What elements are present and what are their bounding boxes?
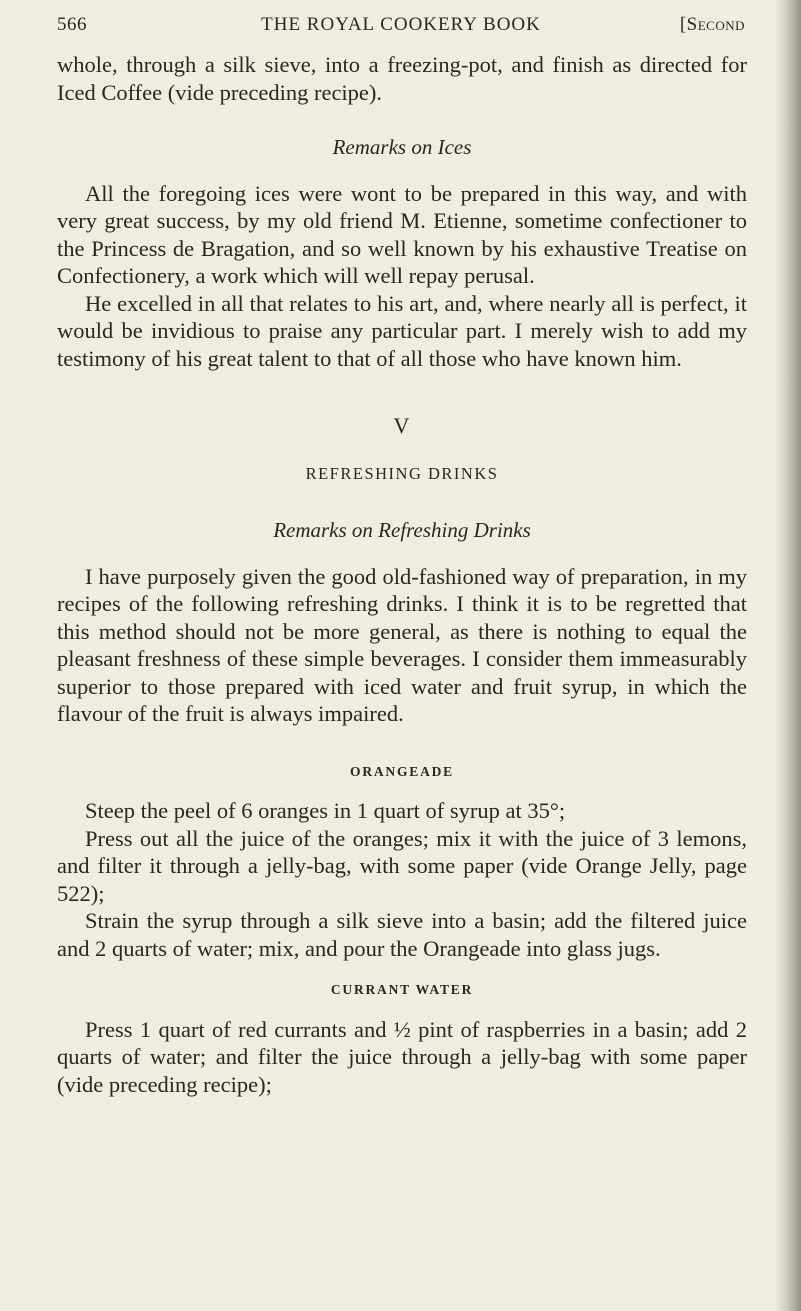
running-head <box>57 14 745 44</box>
drinks-paragraph: I have purposely given the good old-fashioned way of preparation, in my recipes of the following refreshing drinks. I think it is to be regretted that this method should not be more general, as there is nothing to equal the pleasant freshness of these simple beverages. I consider them immeasurably superior to those prepared with iced water and fruit syrup, in which the flavour of the fruit is always impaired. <box>57 563 747 726</box>
orangeade-step-1: Steep the peel of 6 oranges in 1 quart of syrup at 35°; <box>85 798 566 823</box>
remarks-paragraph-2: He excelled in all that relates to his art, and, where nearly all is perfect, it would be invidious to praise any particular part. I merely wish to add my testimony of his great talent to that of all those who have known him. <box>57 290 747 371</box>
book-title: THE ROYAL COOKERY BOOK <box>261 14 541 35</box>
page-body <box>57 41 747 1098</box>
remarks-on-ices-heading: Remarks on Ices <box>332 135 472 159</box>
page-number: 566 <box>57 14 87 35</box>
orangeade-title: ORANGEADE <box>350 763 454 779</box>
page-edge-shadow <box>775 0 801 1311</box>
chapter-title: REFRESHING DRINKS <box>305 463 499 483</box>
orangeade-step-3: Strain the syrup through a silk sieve into a basin; add the filtered juice and 2 quarts of water; mix, and pour the Orangeade into glass jugs. <box>57 908 747 961</box>
section-label: [Second <box>679 14 745 35</box>
refreshing-drinks-heading: Remarks on Refreshing Drinks <box>273 518 531 542</box>
remarks-paragraph-1: All the foregoing ices were wont to be prepared in this way, and with very great success, by my old friend M. Etienne, sometime confectioner to the Princess de Bragation, and so well known by his exhaustive Treatise on Confectionery, a work which will well repay perusal. <box>57 180 747 288</box>
currant-water-step-1: Press 1 quart of red currants and ½ pint of raspberries in a basin; add 2 quarts of water; and filter the juice through a jelly-bag with some paper (vide preceding recipe); <box>57 1016 747 1097</box>
chapter-number: V <box>393 413 411 438</box>
currant-water-recipe <box>57 1016 747 1099</box>
currant-water-title: CURRANT WATER <box>330 982 474 997</box>
intro-paragraph: whole, through a silk sieve, into a freezing-pot, and finish as directed for Iced Coffee (vide preceding recipe). <box>57 52 747 105</box>
orangeade-recipe <box>57 797 747 962</box>
orangeade-step-2: Press out all the juice of the oranges; mix it with the juice of 3 lemons, and filter it through a jelly-bag, with some paper (vide Orange Jelly, page 522); <box>57 825 747 906</box>
